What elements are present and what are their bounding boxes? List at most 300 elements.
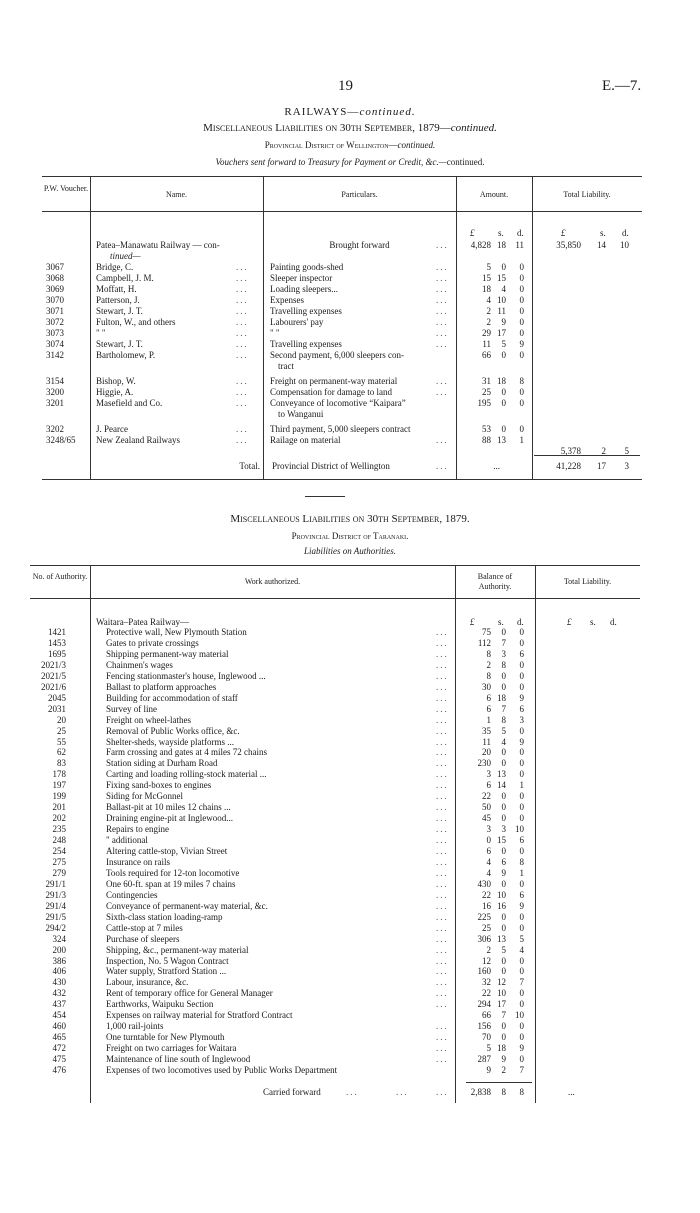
balance-pounds: 8 bbox=[486, 648, 491, 659]
amount-pounds: 195 bbox=[477, 398, 491, 408]
total-pence: 10 bbox=[620, 240, 629, 250]
amount-pence: 11 bbox=[515, 240, 524, 250]
balance-pence: 0 bbox=[519, 1021, 524, 1032]
balance-shillings: 9 bbox=[501, 867, 506, 878]
leader-dots: ... bbox=[436, 240, 449, 250]
authority-number: 476 bbox=[52, 1065, 66, 1075]
balance-shillings: 18 bbox=[497, 1043, 506, 1054]
leader-dots: ... bbox=[436, 317, 449, 327]
amount-shillings: 0 bbox=[501, 398, 506, 408]
balance-shillings: 15 bbox=[497, 835, 506, 846]
particulars: Compensation for damage to land bbox=[270, 387, 392, 397]
payee-name: Higgie, A. bbox=[96, 387, 134, 397]
authority-row bbox=[0, 857, 700, 867]
authority-number: 430 bbox=[52, 977, 66, 988]
authority-row bbox=[0, 901, 700, 911]
carried-forward-row: Carried forward ... ... ... 2,838 8 8 ... bbox=[263, 1087, 575, 1097]
leader-dots: ... bbox=[236, 284, 249, 294]
work-description: Purchase of sleepers bbox=[106, 933, 180, 944]
payee-name: Patterson, J. bbox=[96, 295, 140, 305]
balance-shillings: 7 bbox=[501, 1010, 506, 1021]
amount-shillings: 5 bbox=[501, 339, 506, 349]
authority-row bbox=[0, 758, 700, 768]
total-shillings: 14 bbox=[597, 240, 606, 250]
authority-number: 1695 bbox=[48, 648, 66, 659]
payee-name: J. Pearce bbox=[96, 424, 128, 434]
leader-dots: ... bbox=[436, 1021, 449, 1032]
leader-dots: ... bbox=[436, 328, 449, 338]
leader-dots: ... bbox=[436, 824, 449, 835]
page-number: 19 bbox=[338, 78, 353, 94]
leader-dots: ... bbox=[436, 900, 449, 911]
leader-dots: ... bbox=[436, 376, 449, 386]
leader-dots: ... bbox=[436, 944, 449, 955]
balance-pence: 4 bbox=[519, 944, 524, 955]
balance-shillings: 0 bbox=[501, 911, 506, 922]
payee-name: Masefield and Co. bbox=[96, 398, 163, 408]
balance-pounds: 160 bbox=[477, 966, 491, 977]
balance-pounds: 6 bbox=[486, 692, 491, 703]
authority-row bbox=[0, 791, 700, 801]
page-reference: E.—7. bbox=[602, 78, 642, 94]
leader-dots: ... bbox=[436, 725, 449, 736]
authority-number: 386 bbox=[52, 955, 66, 966]
amount-pounds: 31 bbox=[482, 376, 491, 386]
authority-row bbox=[0, 726, 700, 736]
header-amount: Amount. bbox=[479, 190, 509, 199]
leader-dots: ... bbox=[436, 637, 449, 648]
work-description: Expenses of two locomotives used by Public Works Department bbox=[106, 1065, 338, 1075]
authority-number: 437 bbox=[52, 999, 66, 1010]
payee-name: Bishop, W. bbox=[96, 376, 136, 386]
authority-number: 178 bbox=[52, 769, 66, 780]
authority-row bbox=[0, 1010, 700, 1020]
amount-shillings: 10 bbox=[497, 295, 506, 305]
voucher-number: 3069 bbox=[46, 284, 64, 294]
authority-number: 432 bbox=[52, 988, 66, 999]
total-shillings: 2 bbox=[601, 446, 606, 456]
authority-row bbox=[0, 879, 700, 889]
payee-name: " " bbox=[96, 328, 106, 338]
balance-pence: 0 bbox=[519, 758, 524, 769]
balance-shillings: 3 bbox=[501, 824, 506, 835]
authorities-note: Liabilities on Authorities. bbox=[303, 546, 397, 556]
voucher-number: 3068 bbox=[46, 273, 64, 283]
leader-dots: ... bbox=[436, 659, 449, 670]
balance-pence: 0 bbox=[519, 791, 524, 802]
balance-shillings: 0 bbox=[501, 670, 506, 681]
authority-number: 2045 bbox=[48, 692, 66, 703]
authority-row bbox=[0, 835, 700, 845]
authority-number: 200 bbox=[52, 944, 66, 955]
authority-number: 62 bbox=[57, 747, 66, 758]
authority-row bbox=[0, 1032, 700, 1042]
work-description: Fencing stationmaster's house, Inglewood ... bbox=[106, 670, 266, 681]
leader-dots: ... bbox=[436, 1043, 449, 1054]
authority-row bbox=[0, 813, 700, 823]
leader-dots: ... bbox=[436, 988, 449, 999]
amount-pence: 0 bbox=[519, 387, 524, 397]
voucher-number: 3072 bbox=[46, 317, 64, 327]
balance-pounds: 4 bbox=[486, 867, 491, 878]
work-description: " additional bbox=[106, 835, 148, 846]
payee-name: Bridge, C. bbox=[96, 262, 134, 272]
work-description: Gates to private crossings bbox=[106, 637, 199, 648]
balance-pounds: 9 bbox=[486, 1065, 491, 1075]
balance-pounds: 5 bbox=[486, 1043, 491, 1054]
authority-number: 291/3 bbox=[45, 889, 66, 900]
balance-shillings: 0 bbox=[501, 922, 506, 933]
work-description: Ballast to platform approaches bbox=[106, 681, 217, 692]
particulars: Painting goods-shed bbox=[270, 262, 344, 272]
district-title: Provincial District of Wellington—continued. bbox=[264, 140, 436, 150]
particulars: Second payment, 6,000 sleepers con- bbox=[270, 350, 404, 360]
amount-pounds: 18 bbox=[482, 284, 491, 294]
work-description: Shipping, &c., permanent-way material bbox=[106, 944, 249, 955]
authority-row bbox=[0, 660, 700, 670]
particulars: Conveyance of locomotive “Kaipara” bbox=[270, 398, 406, 408]
authority-row bbox=[0, 945, 700, 955]
work-description: Chainmen's wages bbox=[106, 659, 173, 670]
payee-name: New Zealand Railways bbox=[96, 435, 180, 445]
balance-pence: 9 bbox=[519, 900, 524, 911]
balance-pounds: 32 bbox=[482, 977, 491, 988]
section-row: Waitara–Patea Railway— £ s. d. £ s. d. bbox=[96, 617, 617, 627]
work-description: Repairs to engine bbox=[106, 824, 169, 835]
payee-name: Campbell, J. M. bbox=[96, 273, 154, 283]
amount-pence: 9 bbox=[519, 339, 524, 349]
authority-number: 294/2 bbox=[45, 922, 66, 933]
balance-pounds: 35 bbox=[482, 725, 491, 736]
leader-dots: ... bbox=[236, 317, 249, 327]
authority-row bbox=[0, 868, 700, 878]
work-description: Protective wall, New Plymouth Station bbox=[106, 627, 247, 637]
leader-dots: ... bbox=[436, 692, 449, 703]
vouchers-note: Vouchers sent forward to Treasury for Payment or Credit, &c.—continued. bbox=[215, 157, 485, 167]
authority-number: 2021/3 bbox=[40, 659, 66, 670]
balance-shillings: 2 bbox=[501, 1065, 506, 1075]
leader-dots: ... bbox=[236, 387, 249, 397]
work-description: Building for accommodation of staff bbox=[106, 692, 238, 703]
leader-dots: ... bbox=[236, 328, 249, 338]
authority-number: 1421 bbox=[48, 627, 66, 637]
leader-dots: ... bbox=[436, 648, 449, 659]
authority-number: 465 bbox=[52, 1032, 66, 1043]
work-description: Survey of line bbox=[106, 703, 157, 714]
balance-pence: 0 bbox=[519, 1054, 524, 1065]
balance-shillings: 0 bbox=[501, 791, 506, 802]
balance-pounds: 287 bbox=[477, 1054, 491, 1065]
balance-shillings: 0 bbox=[501, 966, 506, 977]
authority-row bbox=[0, 934, 700, 944]
work-description: Draining engine-pit at Inglewood... bbox=[106, 813, 233, 824]
authority-row bbox=[0, 1043, 700, 1053]
balance-pence: 6 bbox=[519, 889, 524, 900]
particulars: Expenses bbox=[270, 295, 304, 305]
amount-shillings: 0 bbox=[501, 262, 506, 272]
balance-pence: 1 bbox=[519, 867, 524, 878]
voucher-number: 3248/65 bbox=[46, 435, 76, 445]
work-description: Altering cattle-stop, Vivian Street bbox=[106, 846, 228, 856]
payee-name: Stewart, J. T. bbox=[96, 339, 143, 349]
voucher-number: 3070 bbox=[46, 295, 64, 305]
balance-shillings: 0 bbox=[501, 1021, 506, 1032]
amount-pounds: 29 bbox=[482, 328, 491, 338]
work-description: One turntable for New Plymouth bbox=[106, 1032, 225, 1043]
authority-number: 202 bbox=[52, 813, 66, 824]
authority-row bbox=[0, 693, 700, 703]
authority-row bbox=[0, 923, 700, 933]
authority-number: 248 bbox=[52, 835, 66, 846]
balance-pounds: 6 bbox=[486, 780, 491, 791]
work-description: Labour, insurance, &c. bbox=[106, 977, 189, 988]
authority-number: 2021/6 bbox=[40, 681, 66, 692]
balance-shillings: 0 bbox=[501, 1032, 506, 1043]
balance-shillings: 12 bbox=[497, 977, 506, 988]
voucher-number: 3142 bbox=[46, 350, 64, 360]
balance-pence: 9 bbox=[519, 692, 524, 703]
amount-pence: 1 bbox=[519, 435, 524, 445]
work-description: Farm crossing and gates at 4 miles 72 chains bbox=[106, 747, 267, 758]
authority-row bbox=[0, 747, 700, 757]
leader-dots: ... bbox=[436, 703, 449, 714]
leader-dots: ... bbox=[236, 424, 249, 434]
amount-pence: 0 bbox=[519, 398, 524, 408]
work-description: Conveyance of permanent-way material, &c. bbox=[106, 900, 268, 911]
work-description: Expenses on railway material for Stratford Contract bbox=[106, 1010, 293, 1021]
voucher-number: 3067 bbox=[46, 262, 64, 272]
balance-shillings: 5 bbox=[501, 944, 506, 955]
leader-dots: ... bbox=[436, 747, 449, 758]
leader-dots: ... bbox=[436, 867, 449, 878]
leader-dots: ... bbox=[436, 769, 449, 780]
balance-shillings: 0 bbox=[501, 681, 506, 692]
leader-dots: ... bbox=[236, 350, 249, 360]
amount-pounds: 88 bbox=[482, 435, 491, 445]
leader-dots: ... bbox=[436, 387, 449, 397]
liabilities-title: Miscellaneous Liabilities on 30th September, 1879—continued. bbox=[203, 122, 497, 134]
particulars: Third payment, 5,000 sleepers contract bbox=[270, 424, 411, 434]
balance-pence: 0 bbox=[519, 747, 524, 758]
voucher-number: 3154 bbox=[46, 376, 64, 386]
header-particulars: Particulars. bbox=[341, 190, 378, 199]
balance-pence: 0 bbox=[519, 769, 524, 780]
total-pence: 5 bbox=[624, 446, 629, 456]
balance-pence: 7 bbox=[519, 977, 524, 988]
authority-row bbox=[0, 1054, 700, 1064]
authority-row bbox=[0, 671, 700, 681]
leader-dots: ... bbox=[436, 306, 449, 316]
balance-shillings: 10 bbox=[497, 988, 506, 999]
work-description: Contingencies bbox=[106, 889, 158, 900]
balance-pounds: 66 bbox=[482, 1010, 491, 1021]
leader-dots: ... bbox=[436, 922, 449, 933]
balance-shillings: 3 bbox=[501, 648, 506, 659]
balance-shillings: 5 bbox=[501, 725, 506, 736]
total-row: Total. Provincial District of Wellington ... ... 41,228 17 3 bbox=[239, 461, 629, 471]
particulars: Sleeper inspector bbox=[270, 273, 333, 283]
work-description: Maintenance of line south of Inglewood bbox=[106, 1054, 251, 1065]
authority-row bbox=[0, 649, 700, 659]
voucher-number: 3201 bbox=[46, 398, 64, 408]
leader-dots: ... bbox=[436, 977, 449, 988]
balance-pence: 0 bbox=[519, 846, 524, 856]
balance-shillings: 8 bbox=[501, 659, 506, 670]
authority-number: 20 bbox=[57, 714, 66, 725]
authority-number: 275 bbox=[52, 856, 66, 867]
particulars: Travelling expenses bbox=[270, 339, 342, 349]
payee-name: Moffatt, H. bbox=[96, 284, 137, 294]
balance-pounds: 22 bbox=[482, 791, 491, 802]
authority-row bbox=[0, 769, 700, 779]
amount-shillings: 11 bbox=[497, 306, 506, 316]
leader-dots: ... bbox=[436, 262, 449, 272]
payee-name: Stewart, J. T. bbox=[96, 306, 143, 316]
work-description: Station siding at Durham Road bbox=[106, 758, 218, 769]
authority-number: 201 bbox=[52, 802, 66, 813]
authority-number: 460 bbox=[52, 1021, 66, 1032]
authority-number: 1453 bbox=[48, 637, 66, 648]
header-total-liability-2: Total Liability. bbox=[563, 577, 612, 586]
leader-dots: ... bbox=[436, 780, 449, 791]
balance-pence: 10 bbox=[515, 1010, 524, 1021]
authority-row bbox=[0, 1065, 700, 1075]
amount-pounds: 4 bbox=[486, 295, 491, 305]
leader-dots: ... bbox=[436, 878, 449, 889]
balance-pounds: 294 bbox=[477, 999, 491, 1010]
balance-shillings: 10 bbox=[497, 889, 506, 900]
leader-dots: ... bbox=[436, 802, 449, 813]
work-description: Ballast-pit at 10 miles 12 chains ... bbox=[106, 802, 231, 813]
authority-number: 475 bbox=[52, 1054, 66, 1065]
leader-dots: ... bbox=[436, 856, 449, 867]
authority-number: 55 bbox=[57, 736, 66, 747]
balance-shillings: 9 bbox=[501, 1054, 506, 1065]
leader-dots: ... bbox=[436, 791, 449, 802]
balance-pounds: 4 bbox=[486, 856, 491, 867]
particulars: " " bbox=[270, 328, 280, 338]
authority-number: 25 bbox=[57, 725, 66, 736]
balance-shillings: 0 bbox=[501, 758, 506, 769]
balance-pence: 0 bbox=[519, 922, 524, 933]
balance-pence: 0 bbox=[519, 637, 524, 648]
work-description: Water supply, Stratford Station ... bbox=[106, 966, 227, 977]
balance-pounds: 6 bbox=[486, 703, 491, 714]
work-description: Rent of temporary office for General Manager bbox=[106, 988, 273, 999]
particulars: Freight on permanent-way material bbox=[270, 376, 398, 386]
payee-name: Patea–Manawatu Railway — con- bbox=[96, 240, 220, 250]
balance-shillings: 16 bbox=[497, 900, 506, 911]
amount-pence: 0 bbox=[519, 317, 524, 327]
balance-pounds: 50 bbox=[482, 802, 491, 813]
authority-number: 291/4 bbox=[45, 900, 66, 911]
amount-pence: 0 bbox=[519, 424, 524, 434]
leader-dots: ... bbox=[236, 273, 249, 283]
authority-number: 279 bbox=[52, 867, 66, 878]
total-pounds: 35,850 bbox=[556, 240, 581, 250]
balance-pence: 9 bbox=[519, 1043, 524, 1054]
balance-pounds: 306 bbox=[477, 933, 491, 944]
leader-dots: ... bbox=[436, 714, 449, 725]
balance-pence: 0 bbox=[519, 911, 524, 922]
leader-dots: ... bbox=[436, 273, 449, 283]
leader-dots: ... bbox=[236, 306, 249, 316]
balance-pence: 9 bbox=[519, 736, 524, 747]
balance-shillings: 8 bbox=[501, 714, 506, 725]
balance-pounds: 20 bbox=[482, 747, 491, 758]
work-description: Inspection, No. 5 Wagon Contract bbox=[106, 955, 229, 966]
amount-pounds: 66 bbox=[482, 350, 491, 360]
balance-pence: 0 bbox=[519, 670, 524, 681]
balance-pounds: 1 bbox=[486, 714, 491, 725]
authority-number: 454 bbox=[52, 1010, 66, 1021]
authority-row bbox=[0, 780, 700, 790]
balance-pence: 6 bbox=[519, 835, 524, 846]
work-description: Carting and loading rolling-stock material ... bbox=[106, 769, 267, 780]
authority-number: 197 bbox=[52, 780, 66, 791]
balance-pence: 0 bbox=[519, 725, 524, 736]
balance-pounds: 30 bbox=[482, 681, 491, 692]
balance-pounds: 75 bbox=[482, 627, 491, 637]
work-description: Shelter-sheds, wayside platforms ... bbox=[106, 736, 235, 747]
amount-shillings: 15 bbox=[497, 273, 506, 283]
balance-pence: 5 bbox=[519, 933, 524, 944]
particulars: Labourers' pay bbox=[270, 317, 324, 327]
total-pounds: 5,378 bbox=[560, 446, 581, 456]
authority-row bbox=[0, 1021, 700, 1031]
voucher-number: 3202 bbox=[46, 424, 64, 434]
amount-shillings: 18 bbox=[497, 376, 506, 386]
amount-shillings: 0 bbox=[501, 350, 506, 360]
leader-dots: ... bbox=[436, 933, 449, 944]
balance-shillings: 7 bbox=[501, 637, 506, 648]
authority-number: 291/1 bbox=[45, 878, 66, 889]
authority-row bbox=[0, 890, 700, 900]
balance-shillings: 17 bbox=[497, 999, 506, 1010]
balance-pence: 0 bbox=[519, 802, 524, 813]
balance-pounds: 156 bbox=[477, 1021, 491, 1032]
amount-pence: 0 bbox=[519, 284, 524, 294]
header-work: Work authorized. bbox=[244, 577, 301, 586]
amount-pence: 0 bbox=[519, 295, 524, 305]
balance-pounds: 112 bbox=[477, 637, 491, 648]
amount-pounds: 4,828 bbox=[470, 240, 491, 250]
balance-shillings: 0 bbox=[501, 813, 506, 824]
header-name: Name. bbox=[165, 190, 188, 199]
leader-dots: ... bbox=[436, 966, 449, 977]
work-description: Shipping permanent-way material bbox=[106, 648, 229, 659]
amount-pence: 0 bbox=[519, 350, 524, 360]
balance-pence: 0 bbox=[519, 681, 524, 692]
balance-pounds: 16 bbox=[482, 900, 491, 911]
amount-shillings: 18 bbox=[497, 240, 506, 250]
payee-name: tinued— bbox=[110, 251, 141, 261]
work-description: Tools required for 12-ton locomotive bbox=[106, 867, 240, 878]
work-description: 1,000 rail-joints bbox=[106, 1021, 164, 1032]
balance-pence: 0 bbox=[519, 659, 524, 670]
balance-pence: 1 bbox=[519, 780, 524, 791]
balance-pence: 7 bbox=[519, 1065, 524, 1075]
balance-pounds: 2 bbox=[486, 944, 491, 955]
authority-row bbox=[0, 977, 700, 987]
authority-row bbox=[0, 638, 700, 648]
leader-dots: ... bbox=[436, 889, 449, 900]
authority-row bbox=[0, 802, 700, 812]
amount-shillings: 4 bbox=[501, 284, 506, 294]
header-authority-no: No. of Authority. bbox=[32, 572, 88, 581]
leader-dots: ... bbox=[436, 1054, 449, 1065]
authority-number: 472 bbox=[52, 1043, 66, 1054]
